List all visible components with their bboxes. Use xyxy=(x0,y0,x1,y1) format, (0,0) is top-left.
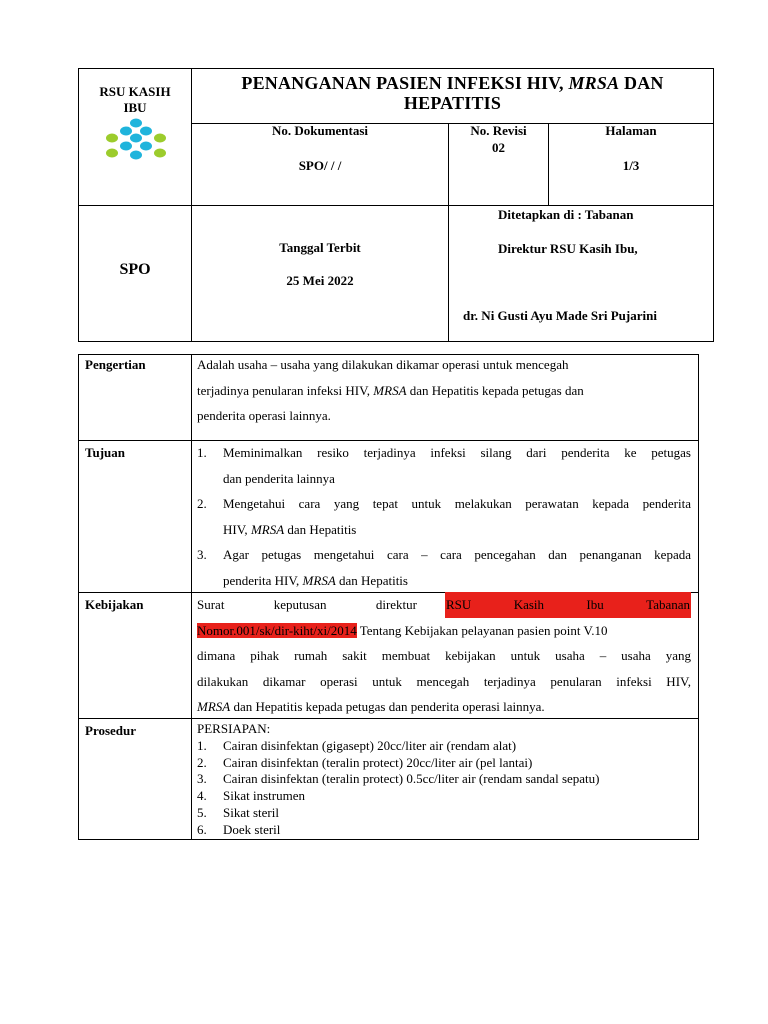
revision-value: 02 xyxy=(492,140,505,155)
title-part: PENANGANAN PASIEN INFEKSI HIV, xyxy=(241,73,569,93)
list-text: Cairan disinfektan (teralin protect) 20cc/liter air (pel lantai) xyxy=(223,754,533,770)
list-number: 1. xyxy=(197,737,207,753)
text-italic: MRSA xyxy=(373,382,407,398)
text-span: dan Hepatitis kepada petugas dan xyxy=(406,382,584,398)
text-italic: MRSA xyxy=(302,572,336,588)
text-line: Adalah usaha – usaha yang dilakukan dikamar operasi untuk mencegah xyxy=(197,357,569,372)
text-italic: MRSA xyxy=(197,699,231,714)
word: Tabanan xyxy=(646,597,690,612)
text-span: dan Hepatitis xyxy=(284,521,357,537)
text-span xyxy=(197,592,417,618)
list-text: Doek steril xyxy=(223,821,281,837)
highlighted-reference xyxy=(445,592,691,618)
list-number: 5. xyxy=(197,804,207,820)
org-name-line1: RSU KASIH xyxy=(99,84,171,99)
list-text: Sikat steril xyxy=(223,804,279,820)
word: keputusan xyxy=(273,597,327,612)
word: RSU xyxy=(446,597,472,612)
page-value: 1/3 xyxy=(622,158,640,173)
revision-label: No. Revisi xyxy=(470,123,527,138)
list-item xyxy=(197,822,691,839)
list-item xyxy=(197,788,691,805)
title-italic-part: MRSA xyxy=(568,73,620,93)
text-line: Agar petugas mengetahui cara – cara pencegahan dan penanganan kepada xyxy=(223,547,691,562)
prosedur-list xyxy=(197,721,691,839)
text-italic: MRSA xyxy=(250,521,285,537)
page-cell xyxy=(549,123,713,174)
text-span: dan Hepatitis xyxy=(335,572,408,588)
list-text: Cairan disinfektan (teralin protect) 0.5cc/liter air (rendam sandal sepatu) xyxy=(223,771,600,787)
text-span: HIV, xyxy=(223,521,251,537)
list-number: 1. xyxy=(197,445,207,460)
highlighted-number: Nomor.001/sk/dir-kiht/xi/2014 xyxy=(197,622,357,638)
text-span: terjadinya penularan infeksi HIV, xyxy=(197,382,374,398)
section-label-prosedur: Prosedur xyxy=(85,723,137,738)
text-line: dan penderita lainnya xyxy=(223,470,335,486)
title-line2: HEPATITIS xyxy=(403,93,502,113)
document-title xyxy=(192,73,713,113)
text-line xyxy=(223,568,691,594)
director-name: dr. Ni Gusti Ayu Made Sri Pujarini xyxy=(463,308,657,323)
doc-number-label: No. Dokumentasi xyxy=(271,123,369,138)
doc-number-cell xyxy=(192,123,448,174)
doc-number-value: SPO/ / / xyxy=(298,158,342,173)
text-line: Meminimalkan resiko terjadinya infeksi silang dari penderita ke petugas xyxy=(223,445,691,460)
list-number: 3. xyxy=(197,771,207,787)
org-name xyxy=(79,84,191,116)
list-item xyxy=(197,805,691,822)
list-text: Sikat instrumen xyxy=(223,788,305,804)
issue-date-cell xyxy=(192,240,448,289)
list-item xyxy=(197,771,691,788)
text-line xyxy=(197,592,691,618)
list-text: Cairan disinfektan (gigasept) 20cc/liter air (rendam alat) xyxy=(223,737,517,753)
list-item xyxy=(197,738,691,755)
org-name-line2: IBU xyxy=(123,100,147,115)
issue-date-value: 25 Mei 2022 xyxy=(286,273,354,288)
list-number: 6. xyxy=(197,821,207,837)
pengertian-text xyxy=(197,352,691,429)
word: Ibu xyxy=(586,597,604,612)
text-line xyxy=(223,517,691,543)
issue-date-label: Tanggal Terbit xyxy=(279,240,361,255)
text-line xyxy=(197,694,691,720)
text-span: Tentang Kebijakan pelayanan pasien point V.10 xyxy=(356,622,608,638)
text-line: penderita operasi lainnya. xyxy=(197,408,331,423)
text-line: Mengetahui cara yang tepat untuk melakukan perawatan kepada penderita xyxy=(223,496,691,511)
word: direktur xyxy=(375,597,417,612)
tujuan-list xyxy=(197,440,691,593)
page-label: Halaman xyxy=(605,123,657,138)
text-line xyxy=(197,378,691,404)
list-item xyxy=(197,755,691,772)
text-span: dan Hepatitis kepada petugas dan penderita operasi lainnya. xyxy=(230,699,545,714)
text-line: dilakukan dikamar operasi untuk mencegah terjadinya penularan infeksi HIV, xyxy=(197,673,691,689)
text-line: dimana pihak rumah sakit membuat kebijakan untuk usaha – usaha yang xyxy=(197,648,691,663)
word: Surat xyxy=(197,597,225,612)
word: Kasih xyxy=(513,597,545,612)
list-item xyxy=(197,491,691,542)
kebijakan-text xyxy=(197,592,691,720)
section-label-kebijakan: Kebijakan xyxy=(85,597,144,612)
list-number: 2. xyxy=(197,754,207,770)
list-item xyxy=(197,542,691,593)
list-number: 3. xyxy=(197,547,207,562)
hospital-logo-icon xyxy=(100,118,172,162)
text-span: penderita HIV, xyxy=(223,572,303,588)
title-part: DAN xyxy=(619,73,664,93)
list-item xyxy=(197,440,691,491)
director-title: Direktur RSU Kasih Ibu, xyxy=(498,241,638,256)
text-line xyxy=(197,618,691,644)
set-at-location: Ditetapkan di : Tabanan xyxy=(498,207,634,222)
prosedur-heading: PERSIAPAN: xyxy=(197,721,271,736)
revision-cell xyxy=(449,123,548,156)
section-label-tujuan: Tujuan xyxy=(85,445,125,460)
section-label-pengertian: Pengertian xyxy=(85,357,146,372)
spo-label: SPO xyxy=(119,261,151,278)
list-number: 4. xyxy=(197,788,207,804)
list-number: 2. xyxy=(197,496,207,511)
